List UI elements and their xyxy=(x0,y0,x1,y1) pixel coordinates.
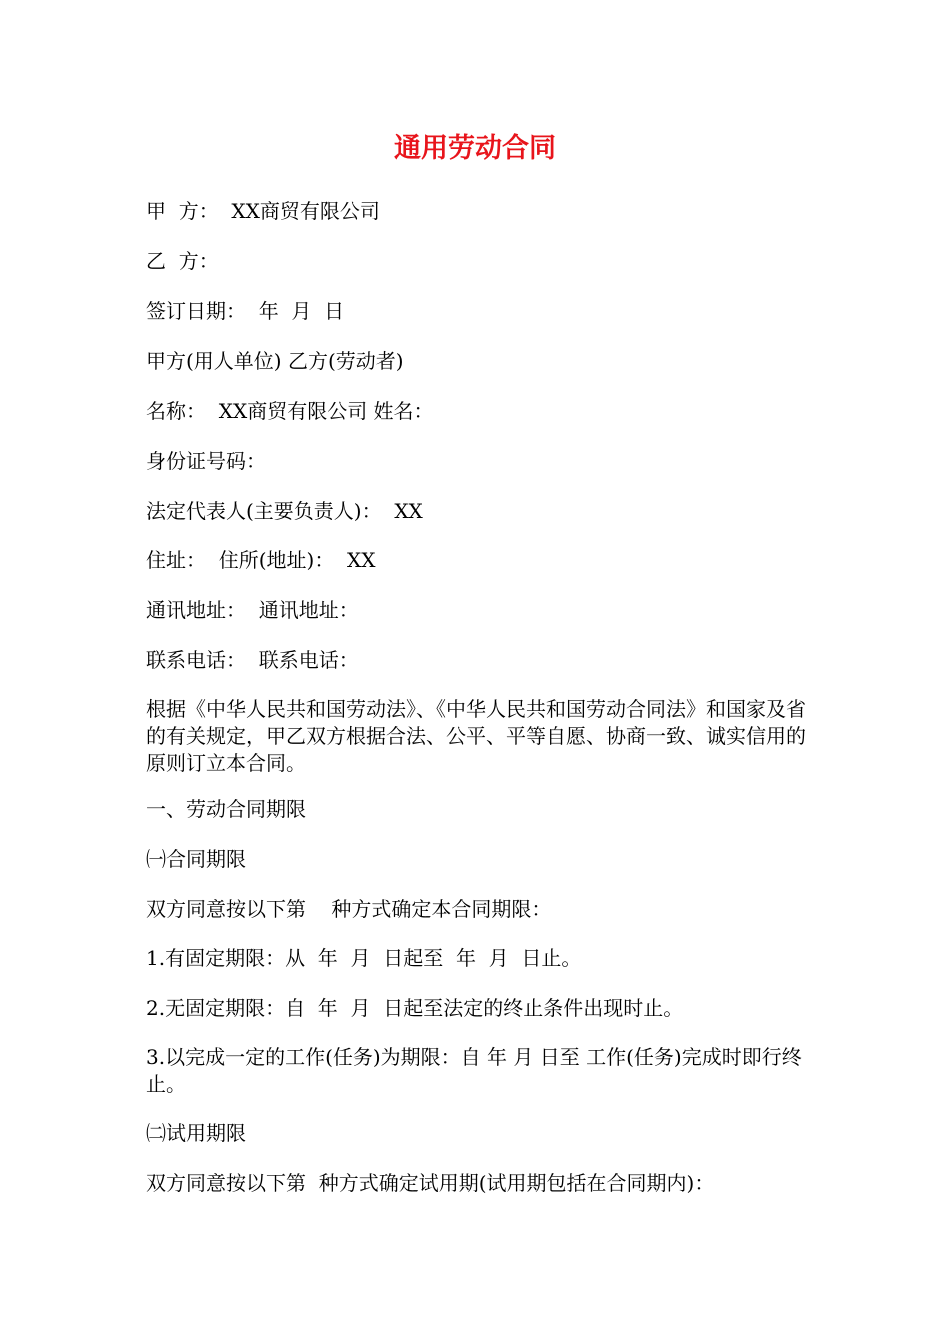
party-b-line: 乙 方： xyxy=(146,249,219,273)
id-number-line: 身份证号码： xyxy=(146,449,266,473)
address-line: 住址： 住所(地址)： XX xyxy=(146,548,376,572)
intro-paragraph: 根据《中华人民共和国劳动法》、《中华人民共和国劳动合同法》和国家及省的有关规定，甲乙双方根据合法、公平、平等自愿、协商一致、诚实信用的原则订立本合同。 xyxy=(146,697,806,775)
section-1-heading: 一、劳动合同期限 xyxy=(146,797,306,821)
phone-line: 联系电话： 联系电话： xyxy=(146,648,359,672)
name-line: 名称： XX商贸有限公司 姓名： xyxy=(146,399,434,423)
signing-date-line: 签订日期： 年 月 日 xyxy=(146,299,345,323)
probation-heading: ㈡试用期限 xyxy=(146,1121,246,1145)
option-fixed-term: 1.有固定期限：从 年 月 日起至 年 月 日止。 xyxy=(146,946,582,970)
option-task-term: 3.以完成一定的工作(任务)为期限：自 年 月 日至 工作(任务)完成时即行终止。 xyxy=(146,1045,802,1096)
legal-representative-line: 法定代表人(主要负责人)： XX xyxy=(146,499,423,523)
contract-term-heading: ㈠合同期限 xyxy=(146,847,246,871)
parties-header-line: 甲方(用人单位) 乙方(劳动者) xyxy=(146,349,404,373)
probation-text: 双方同意按以下第 种方式确定试用期(试用期包括在合同期内)： xyxy=(146,1171,715,1195)
contract-term-text: 双方同意按以下第 种方式确定本合同期限： xyxy=(146,897,552,921)
party-a-line: 甲 方： XX商贸有限公司 xyxy=(146,199,380,223)
option-open-term: 2.无固定期限：自 年 月 日起至法定的终止条件出现时止。 xyxy=(146,996,684,1020)
document-title: 通用劳动合同 xyxy=(394,133,556,164)
mailing-address-line: 通讯地址： 通讯地址： xyxy=(146,598,359,622)
